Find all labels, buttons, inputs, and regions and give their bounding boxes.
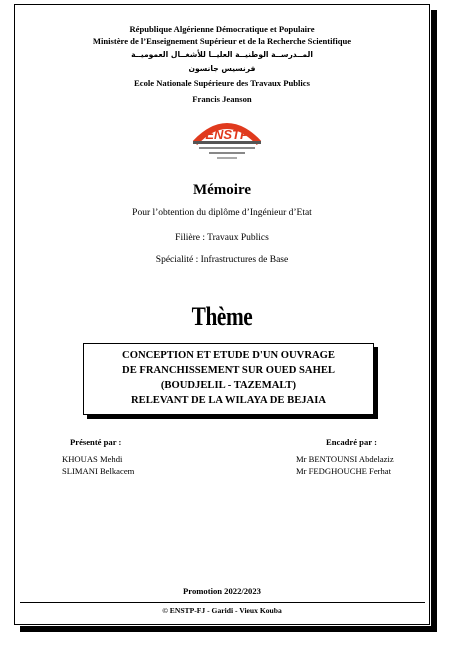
page-border-shadow-right <box>431 10 437 632</box>
header-school-name: Francis Jeanson <box>192 94 252 104</box>
theme-line-1: CONCEPTION ET ETUDE D'UN OUVRAGE <box>122 350 335 361</box>
theme-heading: Thème <box>191 302 253 331</box>
document-specialite: Spécialité : Infrastructures de Base <box>155 255 289 265</box>
student-name-2: SLIMANI Belkacem <box>62 466 135 476</box>
document-purpose: Pour l’obtention du diplôme d’Ingénieur d’Etat <box>132 208 312 218</box>
footer-copyright: © ENSTP-FJ - Garidi - Vieux Kouba <box>162 606 282 615</box>
logo-text: ENSTP <box>205 127 249 142</box>
header-republic: République Algérienne Démocratique et Populaire <box>129 24 315 34</box>
document-type: Mémoire <box>192 182 252 198</box>
footer-divider <box>20 602 425 603</box>
supervised-label: Encadré par : <box>326 437 377 447</box>
promotion: Promotion 2022/2023 <box>183 586 261 596</box>
theme-line-3: (BOUDJELIL - TAZEMALT) <box>160 380 297 391</box>
document-filiere: Filière : Travaux Publics <box>175 233 269 243</box>
theme-line-2: DE FRANCHISSEMENT SUR OUED SAHEL <box>122 365 335 376</box>
header-school: Ecole Nationale Supérieure des Travaux Publics <box>134 78 310 88</box>
supervisor-name-1: Mr BENTOUNSI Abdelaziz <box>296 454 394 464</box>
theme-box <box>83 343 374 415</box>
header-arabic-school: المــدرســة الوطنيــة العليــا للأشغــال العموميــة <box>131 50 313 59</box>
header-ministry: Ministère de l’Enseignement Supérieur et de la Recherche Scientifique <box>92 36 352 46</box>
enstp-logo <box>187 113 267 163</box>
supervisor-name-2: Mr FEDGHOUCHE Ferhat <box>296 466 392 476</box>
presented-label: Présenté par : <box>70 437 122 447</box>
header-arabic-name: فرنسيس جانسون <box>188 64 256 73</box>
theme-line-4: RELEVANT DE LA WILAYA DE BEJAIA <box>131 395 326 406</box>
student-name-1: KHOUAS Mehdi <box>62 454 123 464</box>
page-border-shadow-bottom <box>20 626 437 632</box>
enstp-logo-icon <box>187 113 267 163</box>
